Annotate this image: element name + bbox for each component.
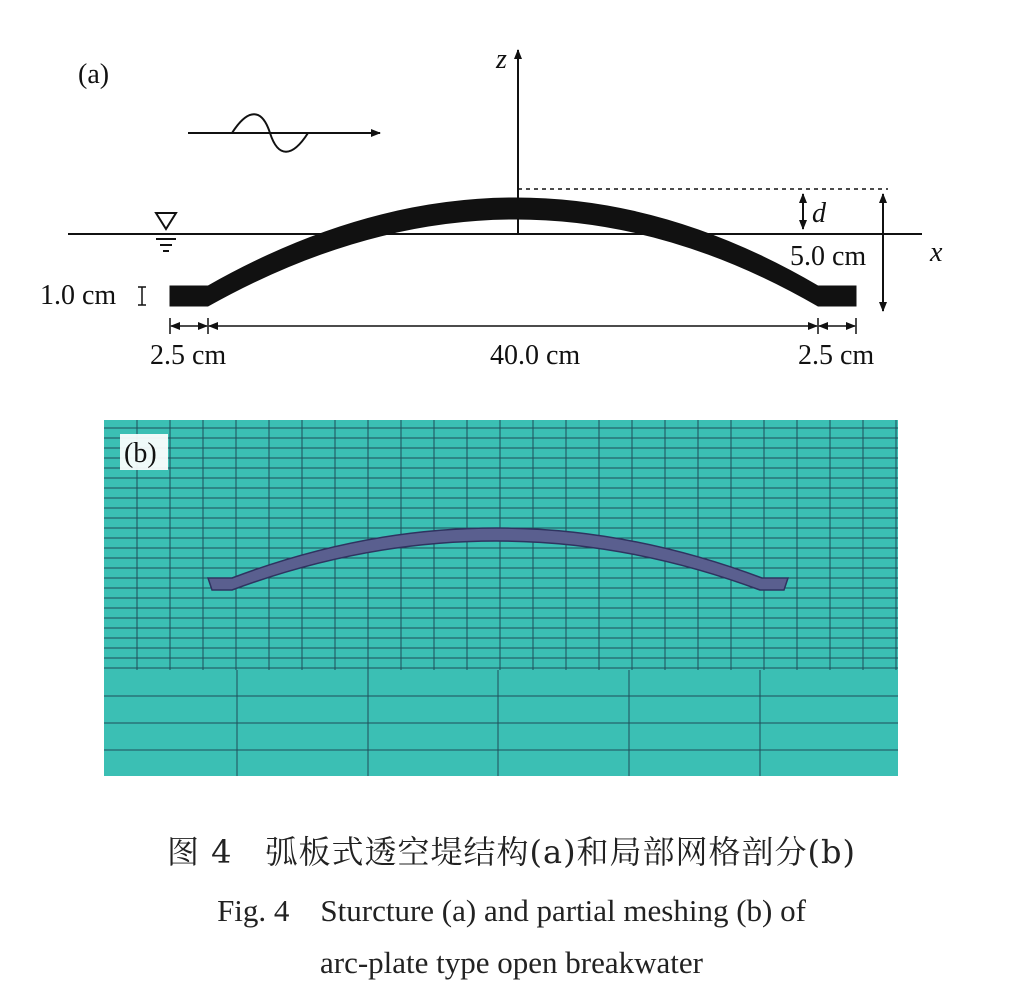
panel-a-label: (a) [78, 59, 110, 90]
z-axis-label: z [496, 44, 507, 75]
mesh-panel [104, 420, 898, 776]
span-width-label: 40.0 cm [490, 340, 581, 371]
thickness-dimension-label: 1.0 cm [40, 280, 117, 311]
caption-english-line2: arc-plate type open breakwater [320, 945, 703, 980]
caption-english-line1: Fig. 4 Sturcture (a) and partial meshing (b) of [217, 893, 806, 928]
height-dimension-label: 5.0 cm [790, 241, 867, 272]
x-axis-label: x [930, 237, 943, 268]
arc-plate [170, 198, 856, 306]
water-level-icon [156, 213, 176, 251]
caption-chinese: 图 4 弧板式透空堤结构(a)和局部网格剖分(b) [166, 833, 857, 871]
panel-b-label: (b) [124, 438, 157, 469]
incident-wave-arrow-icon [188, 114, 380, 152]
thickness-dimension-icon [138, 287, 146, 305]
d-dimension-label: d [812, 198, 826, 229]
left-width-label: 2.5 cm [150, 340, 227, 371]
bottom-dimension-lines [170, 318, 856, 334]
right-width-label: 2.5 cm [798, 340, 875, 371]
structure-schematic [0, 0, 1023, 400]
